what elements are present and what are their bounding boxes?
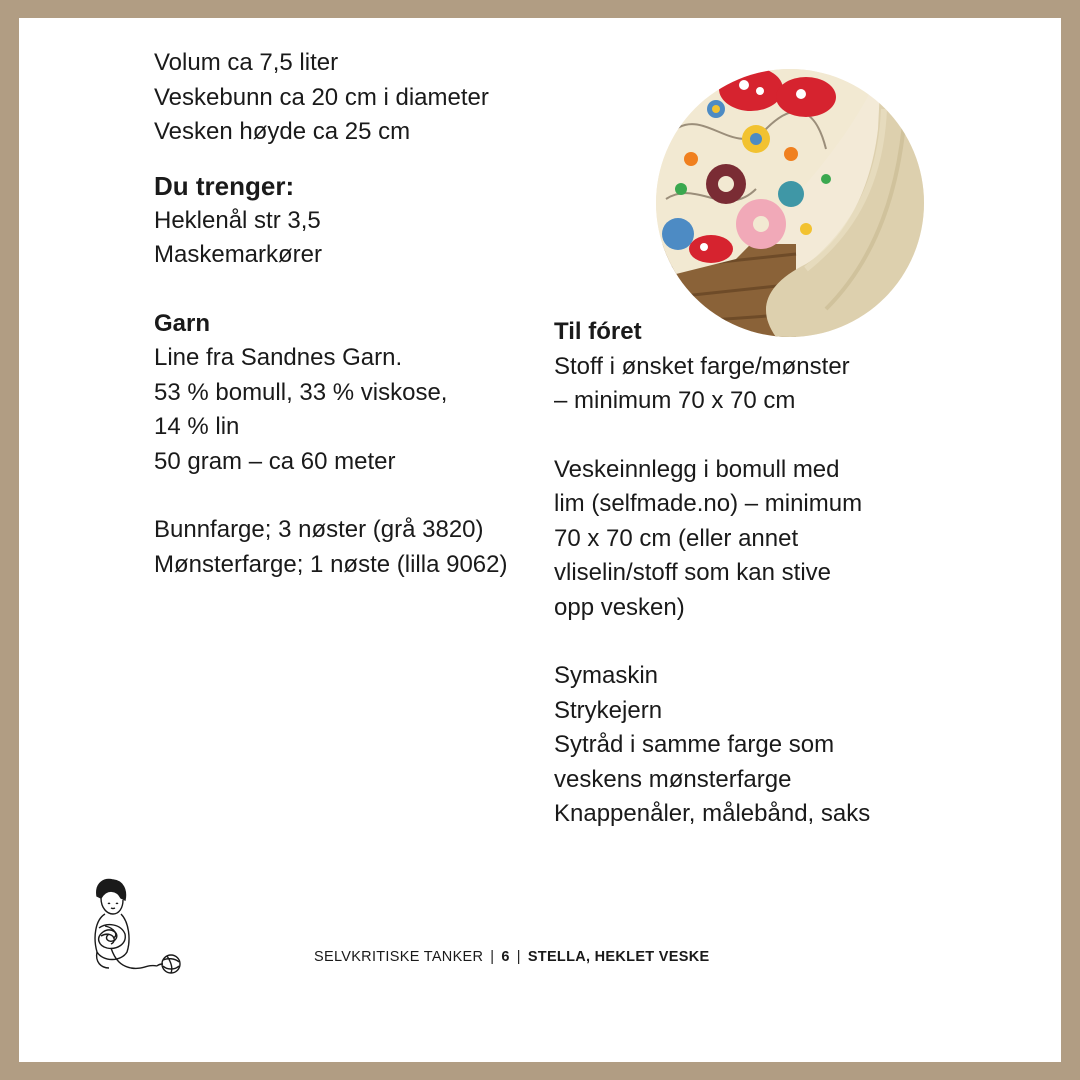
yarn-color-pattern: Mønsterfarge; 1 nøste (lilla 9062) bbox=[154, 550, 508, 578]
interfacing-line: vliselin/stoff som kan stive bbox=[554, 559, 831, 586]
yarn-heading: Garn bbox=[154, 309, 211, 337]
tool-item: Strykejern bbox=[554, 696, 663, 724]
yarn-line: 50 gram – ca 60 meter bbox=[154, 447, 396, 475]
interfacing-line: 70 x 70 cm (eller annet bbox=[554, 524, 799, 552]
volume-text: Volum ca 7,5 liter bbox=[154, 49, 339, 76]
left-column bbox=[154, 46, 507, 582]
fabric-photo bbox=[656, 69, 924, 337]
yarn-line: 53 % bomull, 33 % viskose, bbox=[154, 378, 448, 406]
tool-item: Sytråd i samme farge som bbox=[554, 731, 835, 758]
bottom-diameter-text: Veskebunn ca 20 cm i diameter bbox=[154, 83, 489, 111]
page bbox=[19, 18, 1061, 1062]
needs-heading: Du trenger: bbox=[154, 170, 295, 201]
lining-heading: Til fóret bbox=[554, 318, 642, 345]
tool-item: Knappenåler, målebånd, saks bbox=[554, 800, 871, 827]
footer-pattern-name: STELLA, HEKLET VESKE bbox=[527, 949, 710, 965]
tool-item: veskens mønsterfarge bbox=[554, 765, 792, 793]
interfacing-line: lim (selfmade.no) – minimum bbox=[554, 490, 863, 517]
tool-item: Symaskin bbox=[554, 662, 659, 689]
footer-section: SELVKRITISKE TANKER bbox=[314, 949, 484, 965]
interfacing-line: opp vesken) bbox=[554, 593, 685, 621]
interfacing-line: Veskeinnlegg i bomull med bbox=[554, 455, 840, 483]
height-text: Vesken høyde ca 25 cm bbox=[154, 118, 411, 145]
needs-item: Heklenål str 3,5 bbox=[154, 206, 321, 234]
lining-fabric-line: Stoff i ønsket farge/mønster bbox=[554, 352, 850, 380]
right-column bbox=[554, 315, 870, 832]
yarn-color-main: Bunnfarge; 3 nøster (grå 3820) bbox=[154, 516, 484, 543]
needs-item: Maskemarkører bbox=[154, 241, 323, 268]
girl-with-yarn-icon bbox=[81, 876, 191, 986]
lining-fabric-line: – minimum 70 x 70 cm bbox=[554, 387, 796, 414]
page-footer: SELVKRITISKE TANKER | 6 | STELLA, HEKLET VESKE bbox=[314, 949, 710, 965]
yarn-line: Line fra Sandnes Garn. bbox=[154, 344, 403, 371]
page-number: 6 bbox=[501, 949, 510, 965]
yarn-line: 14 % lin bbox=[154, 413, 240, 440]
